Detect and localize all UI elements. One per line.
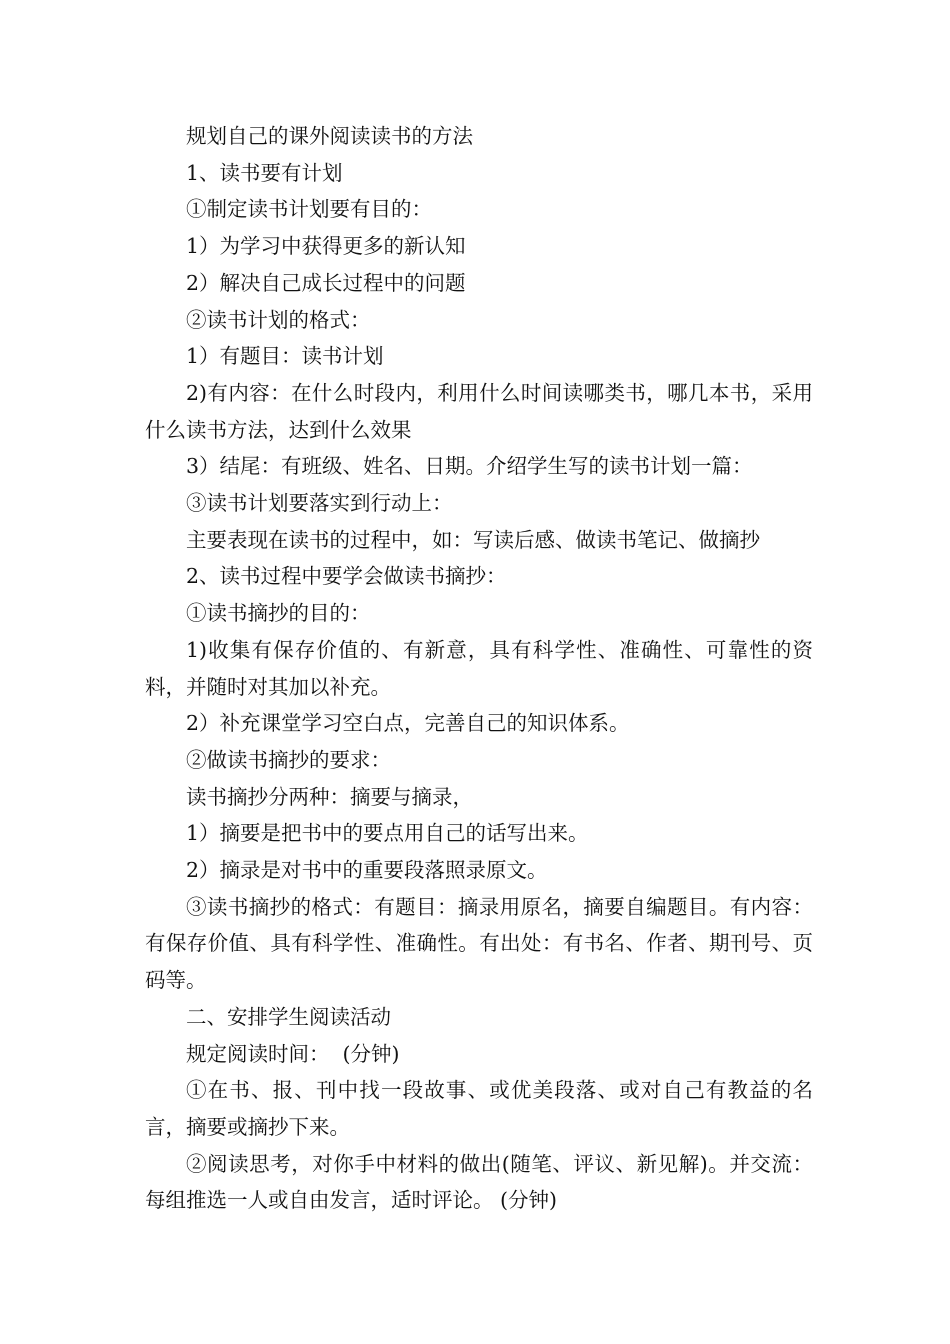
list-item: 2）解决自己成长过程中的问题 bbox=[186, 270, 466, 295]
body-paragraph: ②阅读思考，对你手中材料的做出(随笔、评议、新见解)。并交流：每组推选一人或自由发言，适时评论。 (分钟) bbox=[145, 1151, 813, 1213]
list-item: 1）有题目：读书计划 bbox=[186, 344, 384, 369]
list-item: 2）摘录是对书中的重要段落照录原文。 bbox=[186, 858, 548, 883]
subsection-heading: ②做读书摘抄的要求： bbox=[186, 747, 391, 772]
section-heading: 1、读书要有计划 bbox=[186, 160, 343, 185]
list-item: 1）为学习中获得更多的新认知 bbox=[186, 234, 466, 259]
body-paragraph: 规定阅读时间： (分钟) bbox=[186, 1041, 400, 1066]
body-paragraph: 主要表现在读书的过程中，如：写读后感、做读书笔记、做摘抄 bbox=[186, 527, 760, 552]
body-paragraph: ③读书摘抄的格式：有题目：摘录用原名，摘要自编题目。有内容：有保存价值、具有科学性、准确性。有出处：有书名、作者、期刊号、页码等。 bbox=[145, 894, 813, 993]
subsection-heading: ①制定读书计划要有目的： bbox=[186, 197, 432, 222]
body-paragraph: 读书摘抄分两种：摘要与摘录， bbox=[186, 784, 473, 809]
subsection-heading: ②读书计划的格式： bbox=[186, 307, 371, 332]
subsection-heading: ③读书计划要落实到行动上： bbox=[186, 491, 453, 516]
section-heading: 2、读书过程中要学会做读书摘抄： bbox=[186, 564, 507, 589]
body-paragraph: ①在书、报、刊中找一段故事、或优美段落、或对自己有教益的名言，摘要或摘抄下来。 bbox=[145, 1078, 813, 1139]
subsection-heading: ①读书摘抄的目的： bbox=[186, 601, 371, 626]
list-item: 1)收集有保存价值的、有新意，具有科学性、准确性、可靠性的资料，并随时对其加以补充。 bbox=[145, 637, 813, 699]
document-body bbox=[145, 118, 813, 1219]
list-item: 1）摘要是把书中的要点用自己的话写出来。 bbox=[186, 821, 589, 846]
list-item: 2）补充课堂学习空白点，完善自己的知识体系。 bbox=[186, 711, 630, 736]
document-title: 规划自己的课外阅读读书的方法 bbox=[186, 124, 473, 148]
section-heading: 二、安排学生阅读活动 bbox=[186, 1004, 391, 1029]
list-item: 2)有内容：在什么时段内，利用什么时间读哪类书，哪几本书，采用什么读书方法，达到什么效果 bbox=[145, 380, 813, 442]
list-item: 3）结尾：有班级、姓名、日期。介绍学生写的读书计划一篇： bbox=[186, 454, 753, 479]
